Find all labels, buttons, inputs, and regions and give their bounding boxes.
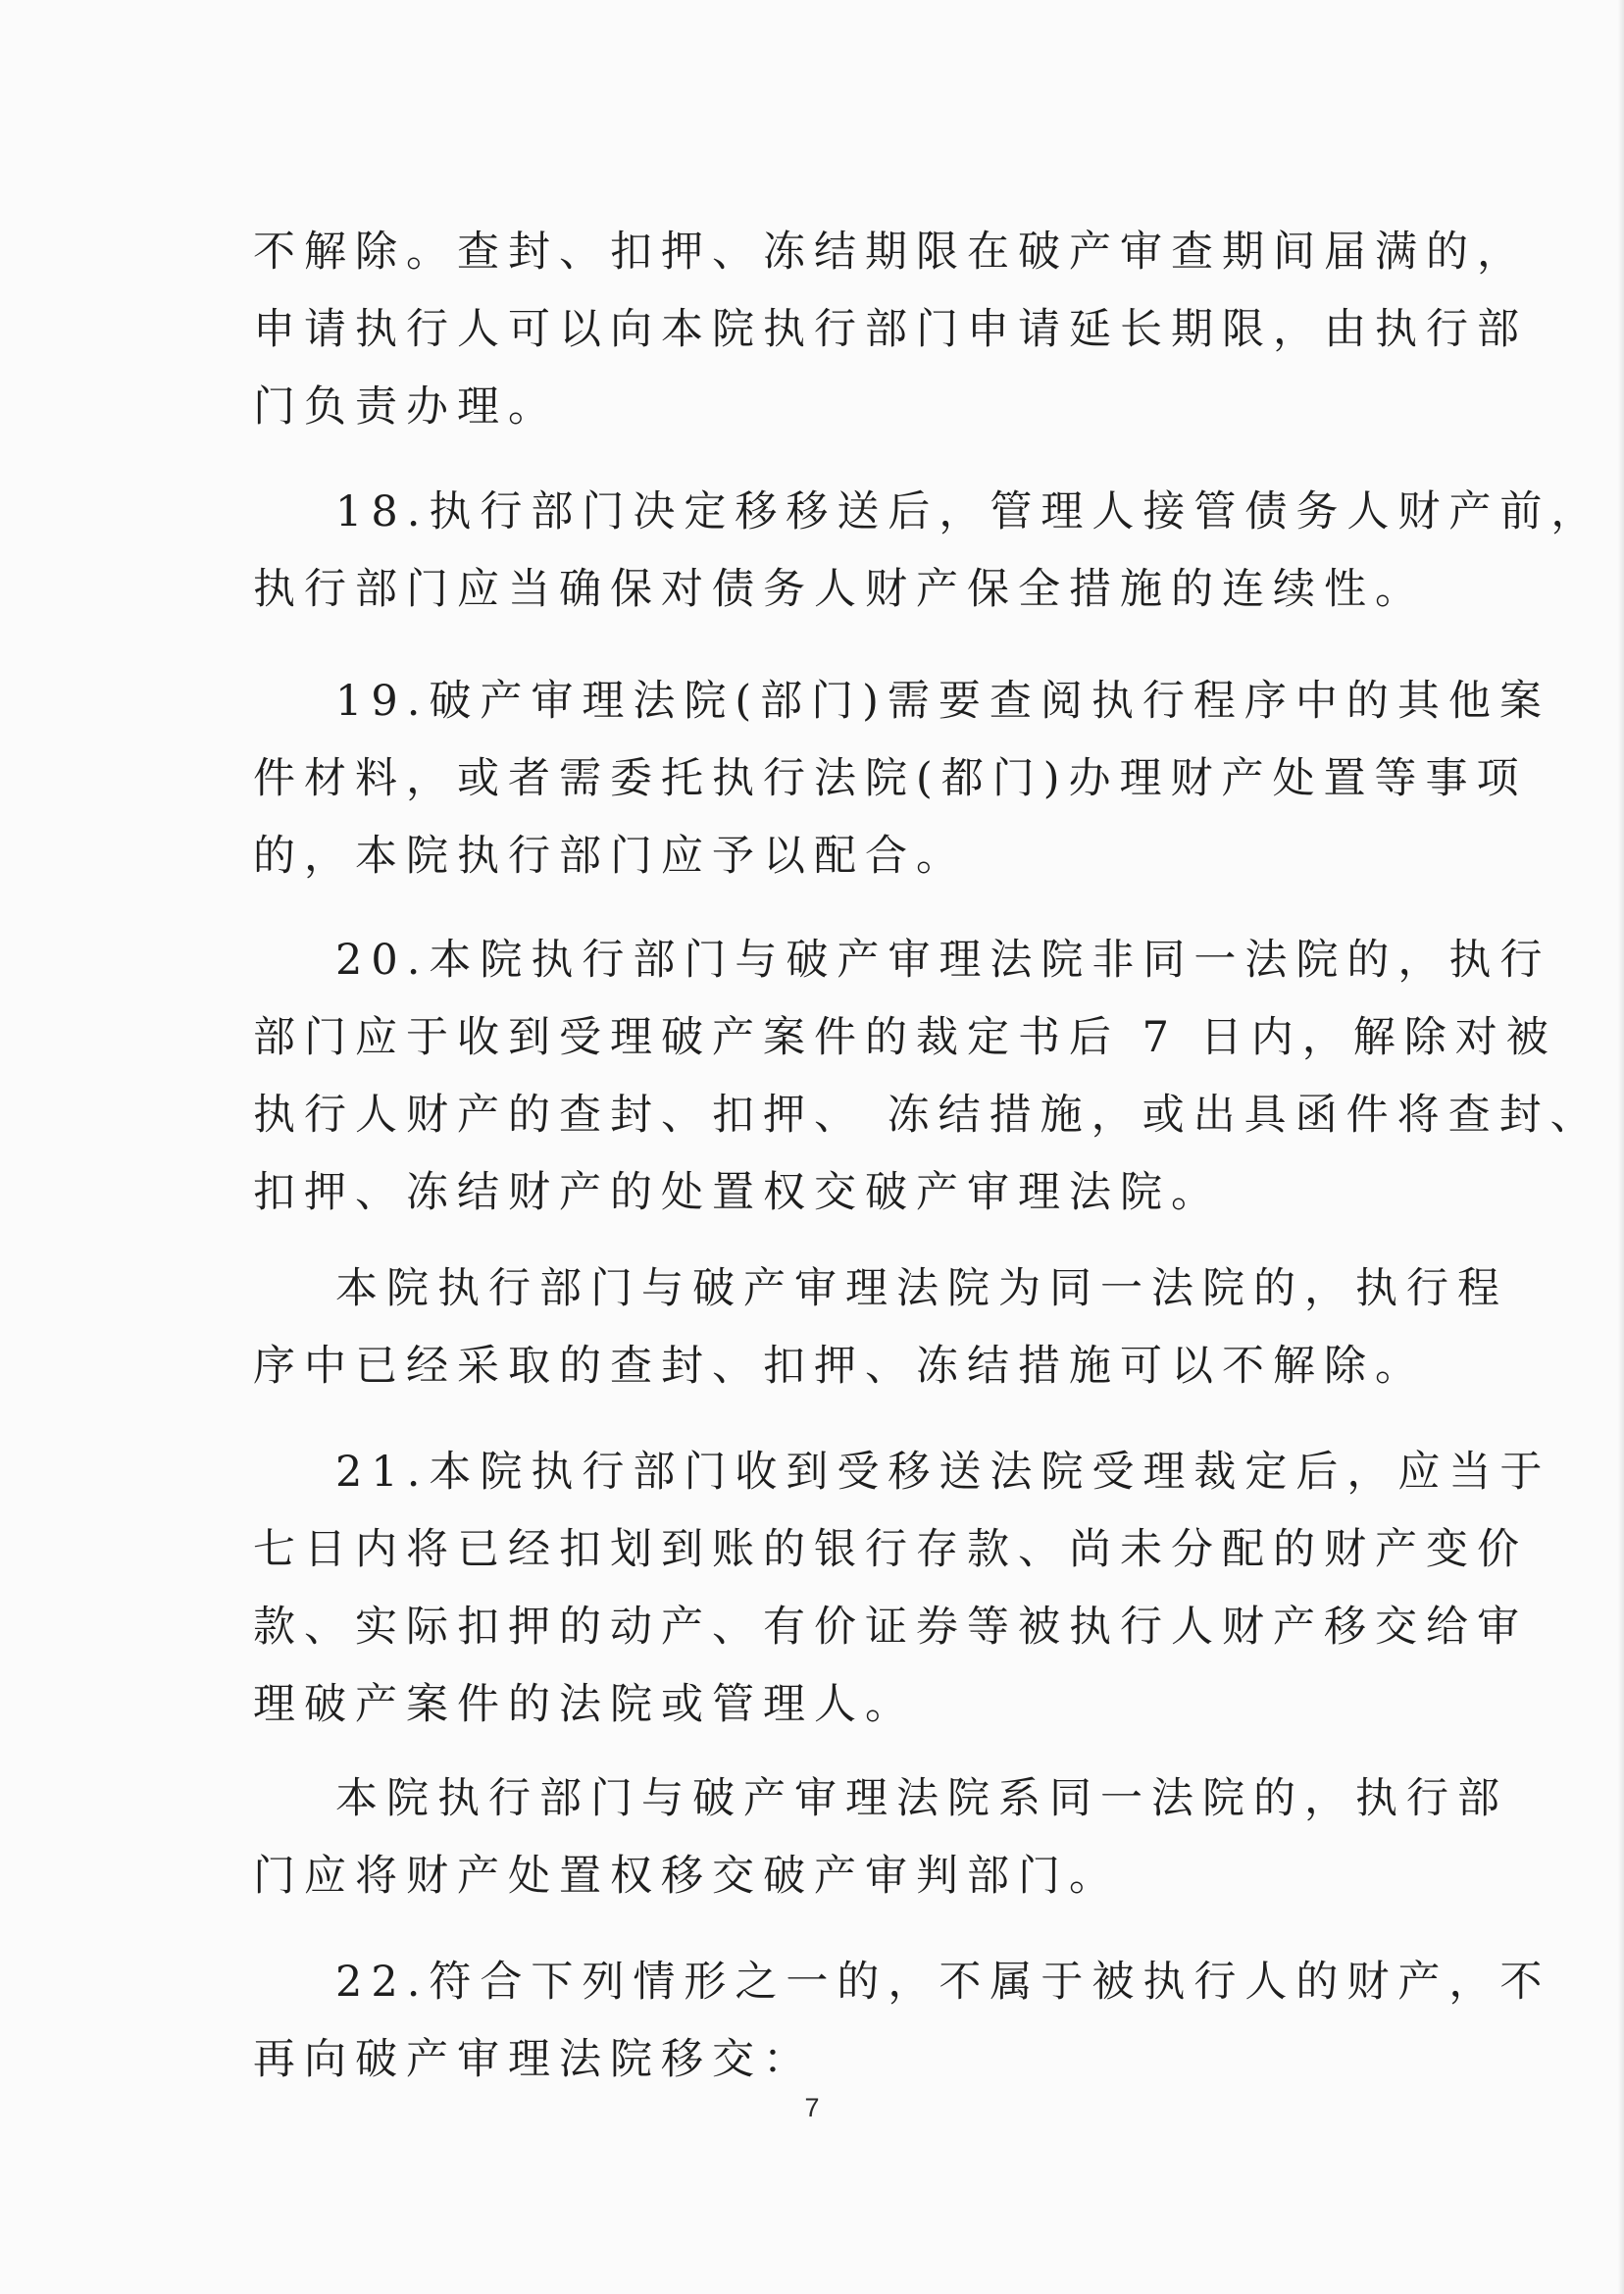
text-line: 门应将财产处置权移交破产审判部门。 <box>253 1852 1120 1901</box>
text-line: 扣押、冻结财产的处置权交破产审理法院。 <box>253 1168 1222 1217</box>
text-line: 执行人财产的查封、扣押、 冻结措施，或出具函件将查封、 <box>253 1091 1601 1140</box>
paragraph-item-22 <box>253 1944 1551 2099</box>
text-line: 20.本院执行部门与破产审理法院非同一法院的，执行 <box>335 936 1551 985</box>
text-line: 款、实际扣押的动产、有价证券等被执行人财产移交给审 <box>253 1603 1528 1652</box>
paragraph-item-18 <box>253 474 1602 629</box>
text-line: 再向破产审理法院移交： <box>253 2035 814 2084</box>
paragraph-item-19 <box>253 663 1550 895</box>
text-line: 序中已经采取的查封、扣押、冻结措施可以不解除。 <box>253 1342 1426 1391</box>
text-line: 的，本院执行部门应予以配合。 <box>253 832 967 881</box>
paragraph-continuation <box>253 214 1528 446</box>
paragraph-item-20 <box>253 922 1601 1232</box>
paragraph-item-21-continued <box>253 1760 1508 1915</box>
text-line: 门负责办理。 <box>253 382 559 432</box>
text-line: 22.符合下列情形之一的，不属于被执行人的财产，不 <box>335 1958 1551 2007</box>
text-line: 申请执行人可以向本院执行部门申请延长期限，由执行部 <box>253 305 1528 354</box>
text-line: 不解除。查封、扣押、冻结期限在破产审查期间届满的， <box>253 228 1528 277</box>
text-line: 19.破产审理法院(部门)需要查阅执行程序中的其他案 <box>335 677 1550 726</box>
text-line: 本院执行部门与破产审理法院系同一法院的，执行部 <box>335 1774 1508 1823</box>
text-line: 七日内将已经扣划到账的银行存款、尚未分配的财产变价 <box>253 1525 1528 1574</box>
page-number: 7 <box>804 2093 820 2122</box>
text-line: 本院执行部门与破产审理法院为同一法院的，执行程 <box>335 1264 1508 1313</box>
text-line: 18.执行部门决定移移送后，管理人接管债务人财产前， <box>335 487 1602 536</box>
text-line: 部门应于收到受理破产案件的裁定书后 7 日内，解除对被 <box>253 1013 1557 1062</box>
text-line: 21.本院执行部门收到受移送法院受理裁定后，应当于 <box>335 1448 1551 1497</box>
text-line: 理破产案件的法院或管理人。 <box>253 1680 916 1729</box>
text-line: 执行部门应当确保对债务人财产保全措施的连续性。 <box>253 565 1426 614</box>
paragraph-item-21 <box>253 1434 1551 1744</box>
scan-edge-shadow <box>1618 0 1624 2294</box>
text-line: 件材料，或者需委托执行法院(都门)办理财产处置等事项 <box>253 754 1528 803</box>
paragraph-item-20-continued <box>253 1250 1508 1405</box>
